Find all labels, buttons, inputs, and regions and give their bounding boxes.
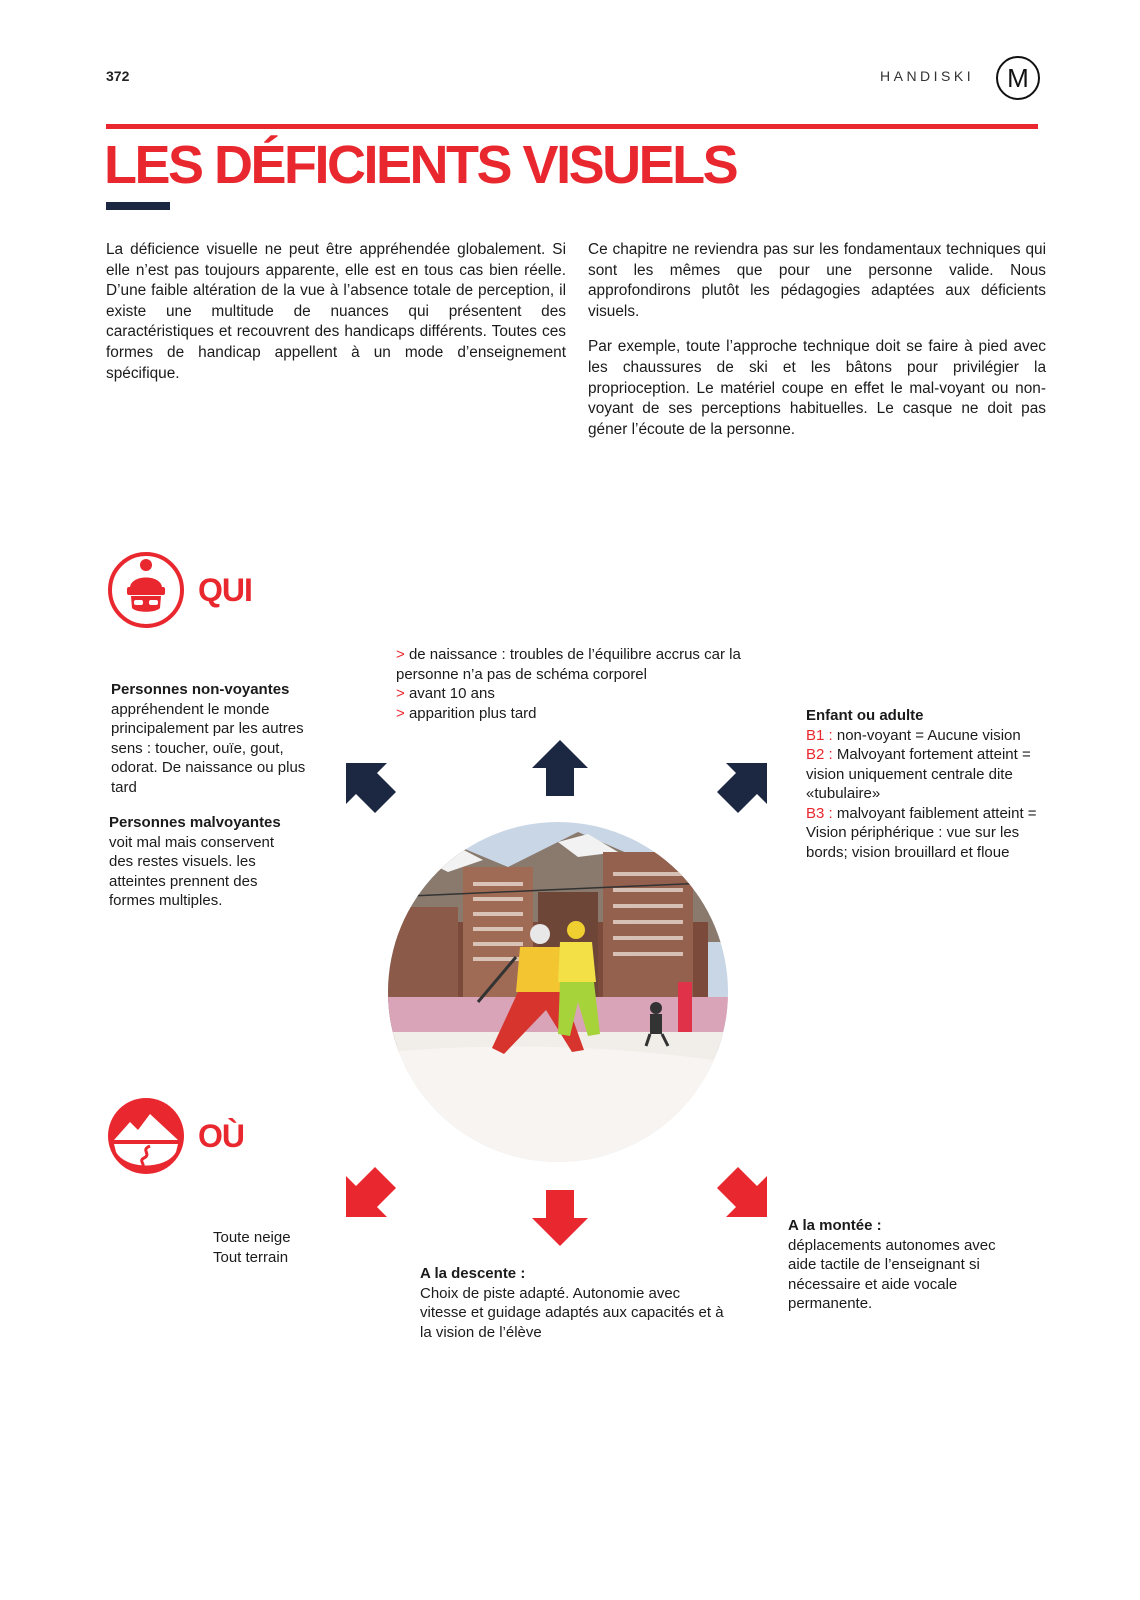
classification-block: Enfant ou adulte B1 : non-voyant = Aucune vision B2 : Malvoyant fortement atteint = vision uniquement centrale dite «tubulaire» B3 : malvoyant faiblement atteint = Vision périphérique : vue sur les bords; vision brouillard et floue xyxy=(806,707,1037,861)
arrow-down-left-icon xyxy=(341,1162,401,1222)
class-code-b2: B2 : xyxy=(806,746,833,763)
list-item: > avant 10 ans xyxy=(396,685,495,702)
montee-text: déplacements autonomes avec aide tactile de l’enseignant si nécessaire et aide vocale permanente. xyxy=(788,1236,996,1312)
page-number: 372 xyxy=(106,68,130,84)
title-underline xyxy=(106,202,170,210)
person-beanie-icon xyxy=(106,550,186,630)
brand-logo: M xyxy=(996,56,1040,100)
intro-right-paragraph-2: Par exemple, toute l’approche technique doit se faire à pied avec les chaussures de ski et les bâtons pour privilégier la proprioception. Le matériel coupe en effet le mal-voyant ou non-voyant de ses perceptions habituelles. Le casque ne doit pas géner l’écoute de la personne. xyxy=(588,338,1046,438)
malvoyantes-title: Personnes malvoyantes xyxy=(109,814,281,831)
intro-right-paragraph-1: Ce chapitre ne reviendra pas sur les fondamentaux techniques qui sont les mêmes que pour une personne valide. Nous approfondirons plutôt les pédagogies adaptées aux déficients visuels. xyxy=(588,241,1046,320)
intro-left-column xyxy=(106,240,566,399)
header-rule xyxy=(106,124,1038,129)
intro-right-column xyxy=(588,240,1046,455)
intro-left-paragraph: La déficience visuelle ne peut être appréhendée globalement. Si elle n’est pas toujours apparente, elle est en tous cas bien réelle. D’une faible altération de la vue à l’absence totale de perception, il existe une multitude de nuances qui présentent des caractéristiques et recouvrent des handicaps différents. Toutes ces formes de handicap appellent à un mode d’enseignement spécifique. xyxy=(106,241,566,382)
arrow-up-left-icon xyxy=(341,758,401,818)
bullet-marker: > xyxy=(396,646,405,663)
bullet-marker: > xyxy=(396,685,405,702)
descente-block xyxy=(420,1264,730,1342)
non-voyantes-text: appréhendent le monde principalement par les autres sens : toucher, ouïe, gout, odorat. De naissance ou plus tard xyxy=(111,700,306,796)
brand-name: HANDISKI xyxy=(880,68,975,84)
terrain-block xyxy=(213,1228,393,1267)
list-item: > apparition plus tard xyxy=(396,704,537,722)
montee-block xyxy=(788,1216,1018,1314)
ski-lesson-photo xyxy=(388,822,728,1162)
mountain-icon xyxy=(106,1096,186,1176)
malvoyantes-text: voit mal mais conservent des restes visuels. les atteintes prennent des formes multiples. xyxy=(109,833,275,909)
non-voyantes-block xyxy=(111,680,325,797)
list-item: > de naissance : troubles de l’équilibre accrus car la personne n’a pas de schéma corporel xyxy=(396,646,741,683)
page-title: LES DÉFICIENTS VISUELS xyxy=(104,135,737,195)
class-code-b1: B1 : xyxy=(806,726,833,744)
non-voyantes-title: Personnes non-voyantes xyxy=(111,681,290,698)
descente-text: Choix de piste adapté. Autonomie avec vitesse et guidage adaptés aux capacités et à la vision de l’élève xyxy=(420,1284,724,1341)
terrain-line-1: Toute neige xyxy=(213,1229,291,1246)
arrow-down-right-icon xyxy=(712,1162,772,1222)
classification-title: Enfant ou adulte xyxy=(806,707,924,724)
onset-list xyxy=(396,645,766,723)
malvoyantes-block xyxy=(109,813,299,911)
bullet-marker: > xyxy=(396,704,405,722)
qui-heading: QUI xyxy=(198,572,252,608)
class-code-b3: B3 : xyxy=(806,804,833,822)
arrow-down-icon xyxy=(530,1188,590,1248)
montee-title: A la montée : xyxy=(788,1217,882,1234)
terrain-line-2: Tout terrain xyxy=(213,1248,289,1266)
arrow-up-icon xyxy=(530,738,590,798)
ou-heading: OÙ xyxy=(198,1118,244,1154)
descente-title: A la descente : xyxy=(420,1265,526,1282)
arrow-up-right-icon xyxy=(712,758,772,818)
